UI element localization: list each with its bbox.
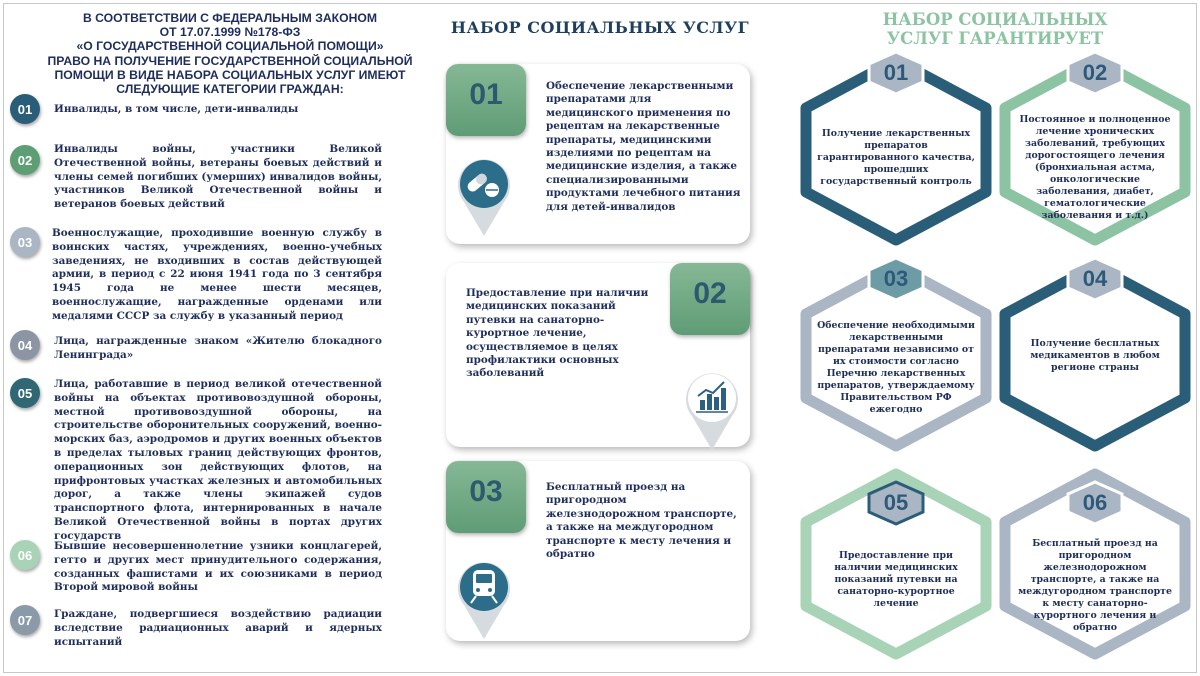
guarantee-number: 06	[1082, 490, 1108, 515]
category-number-badge: 04	[10, 330, 40, 360]
category-text: Лица, награжденные знаком «Жителю блокадного Ленинграда»	[54, 335, 382, 361]
right-heading: НАБОР СОЦИАЛЬНЫХ УСЛУГ ГАРАНТИРУЕТ	[882, 10, 1108, 48]
service-text: Бесплатный проезд на пригородном железнодорожном транспорте, а также на междугородном транспорте к месту лечения и обратно	[546, 481, 737, 561]
middle-heading: НАБОР СОЦИАЛЬНЫХ УСЛУГ	[450, 18, 750, 37]
guarantee-number: 04	[1082, 266, 1108, 291]
category-number-badge: 01	[10, 94, 40, 124]
category-text: Инвалиды, в том числе, дети-инвалиды	[54, 103, 299, 115]
guarantee-badge	[1065, 256, 1125, 302]
category-number-badge: 03	[10, 227, 40, 257]
category-number-badge: 07	[10, 605, 40, 635]
guarantee-text: Получение лекарственных препаратов гарантированного качества, прошедших государственный контроль	[817, 128, 975, 187]
left-heading: В СООТВЕТСТВИИ С ФЕДЕРАЛЬНЫМ ЗАКОНОМ ОТ 17.07.1999 №178-ФЗ «О ГОСУДАРСТВЕННОЙ СОЦИАЛЬНОЙ ПОМОЩИ» ПРАВО НА ПОЛУЧЕНИЕ ГОСУДАРСТВЕННОЙ СОЦИАЛЬНОЙ ПОМОЩИ В ВИДЕ НАБОРА СОЦИАЛЬНЫХ УСЛУГ ИМЕЮТ СЛЕДУЮЩИЕ КАТЕГОРИИ ГРАЖДАН:	[47, 11, 413, 97]
service-number-tab	[446, 461, 526, 533]
guarantee-badge	[1065, 480, 1125, 526]
pills-icon	[452, 152, 516, 238]
category-text: Военнослужащие, проходившие военную службу в воинских частях, учреждениях, военно-учебных заведениях, не входивших в состав действующей армии, в период с 22 июня 1941 года по 3 сентября 1945 года не менее шести месяцев, военнослужащие, награжденные орденами или медалями СССР за службу в указанный период	[52, 227, 382, 322]
category-number-badge: 06	[10, 540, 40, 570]
guarantee-hexagon	[798, 466, 994, 662]
category-text: Бывшие несовершеннолетние узники концлагерей, гетто и других мест принудительного содержания, созданных фашистами и их союзниками в период Второй мировой войны	[54, 540, 382, 594]
category-text: Инвалиды войны, участники Великой Отечественной войны, ветераны боевых действий и члены семей погибших (умерших) инвалидов войны, участников Великой Отечественной войны и ветеранов боевых действий	[54, 143, 382, 211]
service-number: 02	[693, 277, 727, 310]
guarantee-number: 03	[883, 266, 909, 291]
guarantee-text: Получение бесплатных медикаментов в любом регионе страны	[1030, 338, 1160, 373]
guarantee-hexagon	[798, 258, 994, 454]
service-number-tab	[446, 64, 526, 136]
chart-icon	[680, 366, 744, 452]
guarantee-badge	[866, 50, 926, 96]
service-text: Предоставление при наличии медицинских показаний путевки на санаторно-курортное лечение, осуществляемое в целях профилактики основных заболеваний	[466, 287, 649, 380]
guarantee-hexagon	[997, 52, 1193, 248]
guarantee-text: Постоянное и полноценное лечение хронических заболеваний, требующих дорогостоящего лечения (бронхиальная астма, онкологические заболевания, диабет, гематологические заболевания и т.д.)	[1019, 114, 1171, 221]
guarantee-hexagon	[997, 258, 1193, 454]
train-icon	[452, 555, 516, 641]
guarantee-hexagon	[997, 466, 1193, 662]
category-text: Граждане, подвергшиеся воздействию радиации вследствие радиационных аварий и ядерных испытаний	[54, 608, 382, 648]
guarantee-hexagon	[798, 52, 994, 248]
guarantee-badge	[866, 256, 926, 302]
service-text: Обеспечение лекарственными препаратами для медицинского применения по рецептам на лекарственные препараты, медицинскими изделиями по рецептам на медицинские изделия, а также специализированными продуктами лечебного питания для детей-инвалидов	[546, 80, 741, 213]
guarantee-badge	[866, 480, 926, 526]
service-number-tab	[670, 263, 750, 335]
guarantee-text: Обеспечение необходимыми лекарственными препаратами независимо от их стоимости согласно Перечню лекарственных препаратов, утверждаемому Правительством РФ ежегодно	[817, 320, 975, 415]
category-text: Лица, работавшие в период великой отечественной войны на объектах противовоздушной обороны, местной противовоздушной обороны, на строительстве оборонительных сооружений, военно-морских баз, аэродромов и других военных объектов в пределах тыловых границ действующих фронтов, операционных зон действующих флотов, на прифронтовых участках железных и автомобильных дорог, а также члены экипажей судов транспортного флота, интернированных в начале Великой Отечественной войны в портах других государств	[54, 378, 382, 542]
guarantee-text: Предоставление при наличии медицинских показаний путевки на санаторно-курортное лечение	[834, 550, 958, 609]
guarantee-badge	[1065, 50, 1125, 96]
category-number-badge: 02	[10, 145, 40, 175]
guarantee-text: Бесплатный проезд на пригородном железнодорожном транспорте, а также на междугородном транспорте к месту санаторно-курортного лечения и обратно	[1018, 538, 1172, 633]
guarantee-number: 05	[883, 490, 909, 515]
guarantee-number: 01	[883, 60, 909, 85]
service-number: 01	[469, 78, 503, 111]
service-number: 03	[469, 475, 503, 508]
category-number-badge: 05	[10, 378, 40, 408]
guarantee-number: 02	[1082, 60, 1108, 85]
